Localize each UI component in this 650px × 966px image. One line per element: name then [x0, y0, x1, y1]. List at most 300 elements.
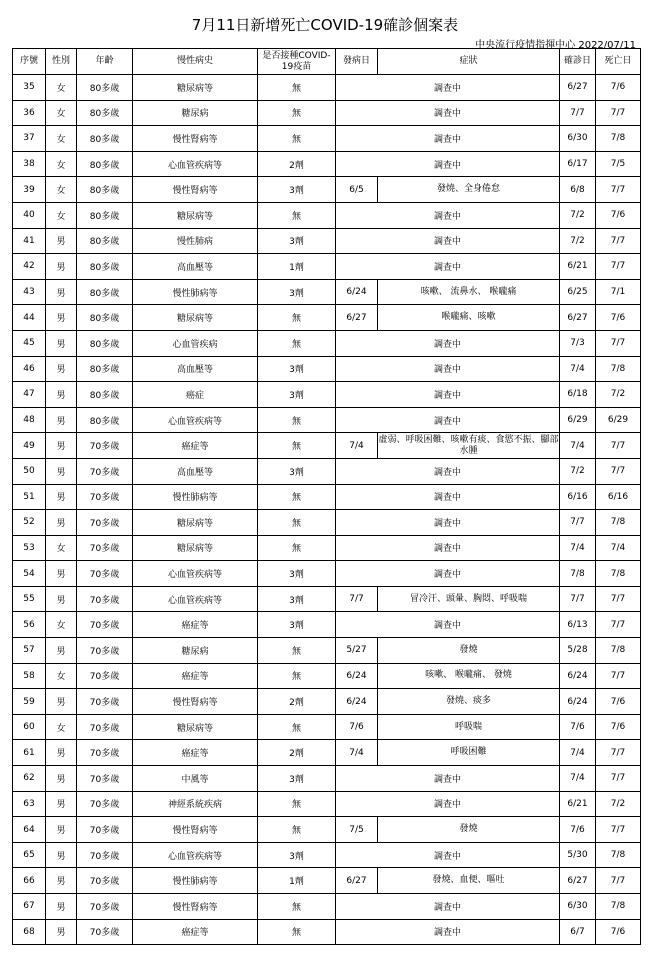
case-sex: 男 — [46, 868, 77, 894]
case-symptom: 調查中 — [336, 356, 560, 382]
case-age: 70多歲 — [77, 663, 133, 689]
case-age: 70多歲 — [77, 433, 133, 459]
header-symptom: 症狀 — [378, 49, 560, 75]
case-onset: 7/5 — [336, 817, 378, 843]
case-vaccine: 3劑 — [258, 561, 336, 587]
case-onset: 5/27 — [336, 638, 378, 664]
case-vaccine: 1劑 — [258, 254, 336, 280]
case-vaccine: 2劑 — [258, 740, 336, 766]
table-row — [13, 638, 641, 664]
case-confirm-date: 6/27 — [560, 75, 596, 101]
case-death-date: 7/7 — [596, 612, 641, 638]
case-symptom: 調查中 — [336, 407, 560, 433]
case-number: 63 — [13, 791, 46, 817]
case-number: 51 — [13, 484, 46, 510]
case-sex: 女 — [46, 535, 77, 561]
case-symptom: 調查中 — [336, 100, 560, 126]
table-row — [13, 433, 641, 459]
case-vaccine: 無 — [258, 433, 336, 459]
case-symptom: 調查中 — [336, 842, 560, 868]
case-sex: 男 — [46, 254, 77, 280]
case-age: 70多歲 — [77, 689, 133, 715]
case-symptom: 調查中 — [336, 919, 560, 945]
case-sex: 男 — [46, 356, 77, 382]
case-vaccine: 無 — [258, 638, 336, 664]
case-symptom: 發燒 — [378, 638, 560, 664]
case-history: 慢性肺病 — [133, 228, 258, 254]
case-symptom: 調查中 — [336, 535, 560, 561]
case-history: 中風等 — [133, 766, 258, 792]
case-sex: 男 — [46, 228, 77, 254]
case-confirm-date: 6/24 — [560, 663, 596, 689]
table-row — [13, 75, 641, 101]
case-number: 65 — [13, 842, 46, 868]
case-number: 60 — [13, 714, 46, 740]
case-history: 癌症等 — [133, 919, 258, 945]
case-onset: 7/6 — [336, 714, 378, 740]
case-sex: 男 — [46, 894, 77, 920]
case-vaccine: 3劑 — [258, 356, 336, 382]
case-number: 43 — [13, 279, 46, 305]
case-history: 癌症等 — [133, 740, 258, 766]
case-sex: 女 — [46, 75, 77, 101]
case-age: 70多歲 — [77, 894, 133, 920]
case-history: 高血壓等 — [133, 458, 258, 484]
case-confirm-date: 7/2 — [560, 458, 596, 484]
case-history: 慢性腎病等 — [133, 689, 258, 715]
case-vaccine: 無 — [258, 663, 336, 689]
table-row — [13, 356, 641, 382]
case-death-date: 7/8 — [596, 510, 641, 536]
case-vaccine: 無 — [258, 919, 336, 945]
case-vaccine: 3劑 — [258, 842, 336, 868]
case-number: 62 — [13, 766, 46, 792]
case-table — [12, 48, 641, 945]
case-symptom: 調查中 — [336, 126, 560, 152]
table-row — [13, 868, 641, 894]
case-vaccine: 無 — [258, 330, 336, 356]
table-row — [13, 535, 641, 561]
case-history: 慢性腎病等 — [133, 126, 258, 152]
case-history: 糖尿病等 — [133, 202, 258, 228]
case-vaccine: 3劑 — [258, 612, 336, 638]
case-age: 80多歲 — [77, 279, 133, 305]
case-vaccine: 無 — [258, 126, 336, 152]
source-and-date: 中央流行疫情指揮中心 2022/07/11 — [475, 40, 636, 51]
case-history: 糖尿病等 — [133, 714, 258, 740]
case-death-date: 7/7 — [596, 100, 641, 126]
case-death-date: 7/1 — [596, 279, 641, 305]
case-death-date: 7/7 — [596, 458, 641, 484]
case-age: 80多歲 — [77, 100, 133, 126]
case-symptom: 冒冷汗、頭暈、胸悶、呼吸喘 — [378, 586, 560, 612]
case-onset: 7/4 — [336, 433, 378, 459]
case-history: 慢性肺病等 — [133, 868, 258, 894]
case-symptom: 調查中 — [336, 202, 560, 228]
case-age: 70多歲 — [77, 868, 133, 894]
case-vaccine: 無 — [258, 75, 336, 101]
case-death-date: 7/8 — [596, 842, 641, 868]
case-number: 46 — [13, 356, 46, 382]
case-symptom: 調查中 — [336, 330, 560, 356]
case-history: 高血壓等 — [133, 254, 258, 280]
case-age: 80多歲 — [77, 177, 133, 203]
case-onset: 7/7 — [336, 586, 378, 612]
case-symptom: 調查中 — [336, 894, 560, 920]
table-row — [13, 382, 641, 408]
case-age: 70多歲 — [77, 510, 133, 536]
case-number: 61 — [13, 740, 46, 766]
case-vaccine: 無 — [258, 305, 336, 331]
case-vaccine: 無 — [258, 202, 336, 228]
case-age: 80多歲 — [77, 126, 133, 152]
table-row — [13, 151, 641, 177]
case-number: 36 — [13, 100, 46, 126]
header-confirm: 確診日 — [560, 49, 596, 75]
case-confirm-date: 7/4 — [560, 356, 596, 382]
table-row — [13, 894, 641, 920]
case-death-date: 7/8 — [596, 561, 641, 587]
case-age: 70多歲 — [77, 919, 133, 945]
case-sex: 男 — [46, 791, 77, 817]
case-confirm-date: 7/6 — [560, 714, 596, 740]
case-confirm-date: 6/29 — [560, 407, 596, 433]
case-symptom: 虛弱、呼吸困難、咳嗽有痰、食慾不振、腳部水腫 — [378, 433, 560, 459]
case-age: 70多歲 — [77, 612, 133, 638]
case-number: 35 — [13, 75, 46, 101]
case-history: 糖尿病 — [133, 100, 258, 126]
case-symptom: 呼吸困難 — [378, 740, 560, 766]
case-confirm-date: 7/7 — [560, 510, 596, 536]
header-history: 慢性病史 — [133, 49, 258, 75]
case-sex: 女 — [46, 714, 77, 740]
case-death-date: 7/7 — [596, 254, 641, 280]
case-age: 80多歲 — [77, 305, 133, 331]
case-confirm-date: 5/30 — [560, 842, 596, 868]
case-age: 70多歲 — [77, 714, 133, 740]
case-confirm-date: 7/4 — [560, 766, 596, 792]
case-symptom: 調查中 — [336, 228, 560, 254]
case-number: 66 — [13, 868, 46, 894]
case-sex: 男 — [46, 433, 77, 459]
case-death-date: 7/6 — [596, 75, 641, 101]
case-confirm-date: 6/16 — [560, 484, 596, 510]
table-row — [13, 919, 641, 945]
case-sex: 男 — [46, 766, 77, 792]
case-sex: 男 — [46, 842, 77, 868]
case-history: 慢性腎病等 — [133, 177, 258, 203]
case-age: 80多歲 — [77, 75, 133, 101]
case-history: 心血管疾病等 — [133, 842, 258, 868]
case-sex: 男 — [46, 817, 77, 843]
table-row — [13, 766, 641, 792]
case-history: 慢性肺病等 — [133, 279, 258, 305]
case-death-date: 7/7 — [596, 766, 641, 792]
case-history: 心血管疾病 — [133, 330, 258, 356]
case-history: 高血壓等 — [133, 356, 258, 382]
case-history: 心血管疾病等 — [133, 586, 258, 612]
table-row — [13, 126, 641, 152]
case-history: 癌症 — [133, 382, 258, 408]
case-history: 慢性腎病等 — [133, 817, 258, 843]
case-symptom: 發燒 — [378, 817, 560, 843]
case-history: 糖尿病等 — [133, 305, 258, 331]
case-vaccine: 無 — [258, 407, 336, 433]
case-onset: 7/4 — [336, 740, 378, 766]
case-sex: 男 — [46, 586, 77, 612]
case-age: 70多歲 — [77, 561, 133, 587]
case-history: 癌症等 — [133, 663, 258, 689]
case-symptom: 調查中 — [336, 766, 560, 792]
case-sex: 男 — [46, 561, 77, 587]
case-age: 80多歲 — [77, 382, 133, 408]
table-row — [13, 484, 641, 510]
table-row — [13, 740, 641, 766]
case-death-date: 7/7 — [596, 740, 641, 766]
case-history: 神經系統疾病 — [133, 791, 258, 817]
case-death-date: 7/6 — [596, 202, 641, 228]
header-sex: 性別 — [46, 49, 77, 75]
case-death-date: 7/7 — [596, 817, 641, 843]
case-history: 癌症等 — [133, 433, 258, 459]
case-symptom: 發燒、血便、嘔吐 — [378, 868, 560, 894]
case-age: 80多歲 — [77, 228, 133, 254]
case-death-date: 7/8 — [596, 356, 641, 382]
case-vaccine: 2劑 — [258, 689, 336, 715]
case-confirm-date: 6/30 — [560, 894, 596, 920]
case-death-date: 7/6 — [596, 689, 641, 715]
table-row — [13, 177, 641, 203]
case-vaccine: 1劑 — [258, 868, 336, 894]
case-death-date: 7/5 — [596, 151, 641, 177]
case-number: 45 — [13, 330, 46, 356]
case-vaccine: 無 — [258, 714, 336, 740]
case-number: 42 — [13, 254, 46, 280]
case-symptom: 調查中 — [336, 484, 560, 510]
case-confirm-date: 7/3 — [560, 330, 596, 356]
case-number: 55 — [13, 586, 46, 612]
case-number: 41 — [13, 228, 46, 254]
case-age: 70多歲 — [77, 842, 133, 868]
case-number: 64 — [13, 817, 46, 843]
case-confirm-date: 6/25 — [560, 279, 596, 305]
case-sex: 男 — [46, 330, 77, 356]
case-death-date: 7/7 — [596, 330, 641, 356]
case-history: 糖尿病等 — [133, 75, 258, 101]
page-title: 7月11日新增死亡COVID-19確診個案表 — [191, 16, 459, 34]
case-history: 慢性肺病等 — [133, 484, 258, 510]
case-confirm-date: 7/4 — [560, 740, 596, 766]
table-row — [13, 407, 641, 433]
case-death-date: 7/2 — [596, 382, 641, 408]
case-death-date: 7/7 — [596, 868, 641, 894]
case-sex: 男 — [46, 638, 77, 664]
case-age: 70多歲 — [77, 535, 133, 561]
case-vaccine: 無 — [258, 510, 336, 536]
case-symptom: 調查中 — [336, 612, 560, 638]
case-symptom: 調查中 — [336, 382, 560, 408]
case-death-date: 7/8 — [596, 894, 641, 920]
table-header-row — [13, 49, 641, 75]
case-number: 49 — [13, 433, 46, 459]
case-symptom: 調查中 — [336, 510, 560, 536]
case-confirm-date: 7/4 — [560, 535, 596, 561]
case-age: 80多歲 — [77, 356, 133, 382]
table-row — [13, 228, 641, 254]
case-symptom: 咳嗽、 喉嚨痛、 發燒 — [378, 663, 560, 689]
case-history: 糖尿病等 — [133, 510, 258, 536]
header-onset: 發病日 — [336, 49, 378, 75]
case-death-date: 7/4 — [596, 535, 641, 561]
case-age: 70多歲 — [77, 817, 133, 843]
case-sex: 女 — [46, 177, 77, 203]
case-sex: 女 — [46, 126, 77, 152]
case-sex: 男 — [46, 689, 77, 715]
case-number: 44 — [13, 305, 46, 331]
case-number: 38 — [13, 151, 46, 177]
case-history: 心血管疾病等 — [133, 561, 258, 587]
case-confirm-date: 5/28 — [560, 638, 596, 664]
case-confirm-date: 6/7 — [560, 919, 596, 945]
case-sex: 男 — [46, 740, 77, 766]
case-death-date: 7/7 — [596, 663, 641, 689]
case-confirm-date: 6/24 — [560, 689, 596, 715]
case-confirm-date: 7/7 — [560, 586, 596, 612]
case-number: 39 — [13, 177, 46, 203]
table-row — [13, 458, 641, 484]
table-row — [13, 305, 641, 331]
case-symptom: 呼吸喘 — [378, 714, 560, 740]
case-sex: 男 — [46, 407, 77, 433]
case-number: 40 — [13, 202, 46, 228]
case-vaccine: 3劑 — [258, 458, 336, 484]
case-onset: 6/24 — [336, 279, 378, 305]
case-symptom: 調查中 — [336, 791, 560, 817]
case-confirm-date: 7/6 — [560, 817, 596, 843]
case-death-date: 7/2 — [596, 791, 641, 817]
case-number: 47 — [13, 382, 46, 408]
case-confirm-date: 7/2 — [560, 202, 596, 228]
case-vaccine: 無 — [258, 535, 336, 561]
header-no: 序號 — [13, 49, 46, 75]
case-history: 癌症等 — [133, 612, 258, 638]
case-history: 心血管疾病等 — [133, 407, 258, 433]
case-age: 70多歲 — [77, 484, 133, 510]
case-age: 80多歲 — [77, 151, 133, 177]
case-number: 58 — [13, 663, 46, 689]
case-history: 心血管疾病等 — [133, 151, 258, 177]
case-age: 70多歲 — [77, 791, 133, 817]
case-symptom: 調查中 — [336, 458, 560, 484]
table-body — [13, 75, 641, 945]
case-vaccine: 3劑 — [258, 279, 336, 305]
case-death-date: 7/6 — [596, 305, 641, 331]
case-vaccine: 無 — [258, 484, 336, 510]
case-confirm-date: 6/27 — [560, 305, 596, 331]
table-row — [13, 330, 641, 356]
case-symptom: 調查中 — [336, 561, 560, 587]
case-age: 70多歲 — [77, 586, 133, 612]
table-row — [13, 100, 641, 126]
case-death-date: 7/6 — [596, 919, 641, 945]
case-confirm-date: 6/13 — [560, 612, 596, 638]
case-confirm-date: 7/7 — [560, 100, 596, 126]
case-vaccine: 2劑 — [258, 151, 336, 177]
case-age: 70多歲 — [77, 458, 133, 484]
case-symptom: 調查中 — [336, 75, 560, 101]
table-row — [13, 510, 641, 536]
case-symptom: 發燒、痰多 — [378, 689, 560, 715]
table-row — [13, 791, 641, 817]
case-age: 70多歲 — [77, 740, 133, 766]
case-number: 54 — [13, 561, 46, 587]
case-age: 70多歲 — [77, 766, 133, 792]
case-vaccine: 無 — [258, 894, 336, 920]
case-history: 慢性腎病等 — [133, 894, 258, 920]
case-death-date: 7/7 — [596, 586, 641, 612]
case-sex: 男 — [46, 919, 77, 945]
case-number: 48 — [13, 407, 46, 433]
case-sex: 男 — [46, 279, 77, 305]
case-number: 56 — [13, 612, 46, 638]
case-onset: 6/27 — [336, 868, 378, 894]
table-row — [13, 817, 641, 843]
table-row — [13, 663, 641, 689]
case-age: 70多歲 — [77, 638, 133, 664]
header-vaccine: 是否接種COVID-19疫苗 — [258, 49, 336, 75]
case-death-date: 7/8 — [596, 126, 641, 152]
case-sex: 男 — [46, 484, 77, 510]
case-confirm-date: 6/17 — [560, 151, 596, 177]
case-vaccine: 3劑 — [258, 382, 336, 408]
case-onset: 6/5 — [336, 177, 378, 203]
case-number: 68 — [13, 919, 46, 945]
table-row — [13, 714, 641, 740]
case-history: 糖尿病等 — [133, 535, 258, 561]
case-confirm-date: 6/21 — [560, 791, 596, 817]
case-onset: 6/24 — [336, 663, 378, 689]
header-death: 死亡日 — [596, 49, 641, 75]
case-onset: 6/27 — [336, 305, 378, 331]
case-number: 50 — [13, 458, 46, 484]
case-onset: 6/24 — [336, 689, 378, 715]
case-death-date: 7/7 — [596, 177, 641, 203]
case-number: 57 — [13, 638, 46, 664]
case-confirm-date: 7/4 — [560, 433, 596, 459]
table-row — [13, 279, 641, 305]
case-symptom: 調查中 — [336, 151, 560, 177]
case-confirm-date: 6/18 — [560, 382, 596, 408]
case-confirm-date: 6/30 — [560, 126, 596, 152]
case-vaccine: 3劑 — [258, 177, 336, 203]
case-death-date: 7/8 — [596, 638, 641, 664]
case-history: 糖尿病 — [133, 638, 258, 664]
case-age: 80多歲 — [77, 202, 133, 228]
table-row — [13, 202, 641, 228]
case-symptom: 喉嚨痛、咳嗽 — [378, 305, 560, 331]
case-number: 53 — [13, 535, 46, 561]
case-confirm-date: 6/27 — [560, 868, 596, 894]
case-confirm-date: 6/8 — [560, 177, 596, 203]
case-death-date: 7/6 — [596, 714, 641, 740]
case-death-date: 7/7 — [596, 228, 641, 254]
header-age: 年齡 — [77, 49, 133, 75]
case-vaccine: 3劑 — [258, 228, 336, 254]
case-symptom: 咳嗽、 流鼻水、 喉嚨痛 — [378, 279, 560, 305]
case-number: 52 — [13, 510, 46, 536]
case-sex: 男 — [46, 510, 77, 536]
case-sex: 男 — [46, 458, 77, 484]
